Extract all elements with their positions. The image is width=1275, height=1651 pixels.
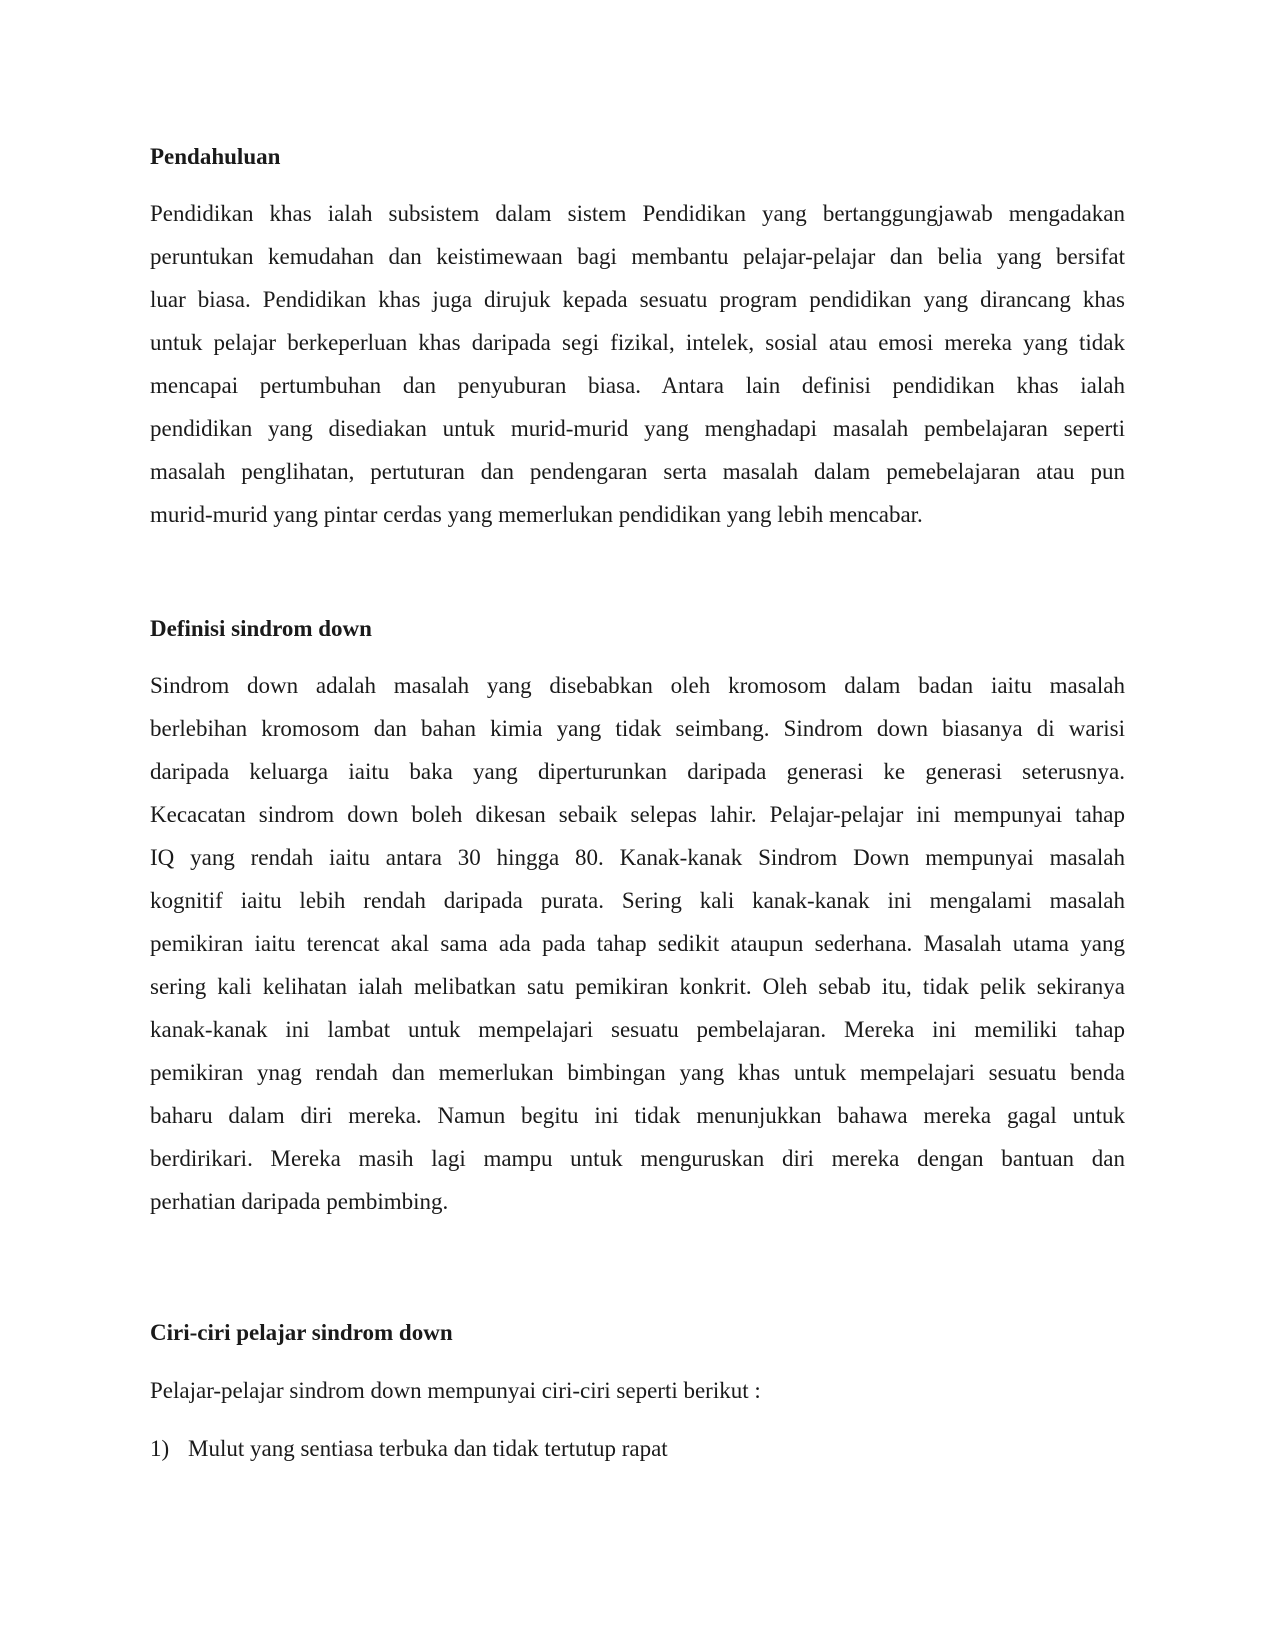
paragraph-line: sering kali kelihatan ialah melibatkan satu pemikiran konkrit. Oleh sebab itu, tidak pelik sekiranya	[150, 974, 1125, 999]
list-item-text: Mulut yang sentiasa terbuka dan tidak tertutup rapat	[188, 1436, 668, 1461]
paragraph-line: untuk pelajar berkeperluan khas daripada segi fizikal, intelek, sosial atau emosi mereka yang tidak	[150, 330, 1125, 355]
paragraph-line: berdirikari. Mereka masih lagi mampu untuk menguruskan diri mereka dengan bantuan dan	[150, 1146, 1125, 1171]
paragraph-line: murid-murid yang pintar cerdas yang memerlukan pendidikan yang lebih mencabar.	[150, 502, 923, 527]
list-intro: Pelajar-pelajar sindrom down mempunyai ciri-ciri seperti berikut :	[150, 1378, 761, 1403]
paragraph-line: Sindrom down adalah masalah yang disebabkan oleh kromosom dalam badan iaitu masalah	[150, 673, 1125, 698]
paragraph-line: IQ yang rendah iaitu antara 30 hingga 80. Kanak-kanak Sindrom Down mempunyai masalah	[150, 845, 1125, 870]
paragraph-line: perhatian daripada pembimbing.	[150, 1189, 449, 1214]
paragraph-line: peruntukan kemudahan dan keistimewaan bagi membantu pelajar-pelajar dan belia yang bersifat	[150, 244, 1125, 269]
paragraph-line: Kecacatan sindrom down boleh dikesan sebaik selepas lahir. Pelajar-pelajar ini mempunyai tahap	[150, 802, 1125, 827]
list-item	[150, 1434, 668, 1464]
paragraph-line: mencapai pertumbuhan dan penyuburan biasa. Antara lain definisi pendidikan khas ialah	[150, 373, 1125, 398]
paragraph-definisi	[150, 664, 1125, 1223]
paragraph-line: berlebihan kromosom dan bahan kimia yang tidak seimbang. Sindrom down biasanya di warisi	[150, 716, 1125, 741]
paragraph-line: daripada keluarga iaitu baka yang diperturunkan daripada generasi ke generasi seterusnya.	[150, 759, 1125, 784]
paragraph-line: kanak-kanak ini lambat untuk mempelajari sesuatu pembelajaran. Mereka ini memiliki tahap	[150, 1017, 1125, 1042]
paragraph-line: pendidikan yang disediakan untuk murid-murid yang menghadapi masalah pembelajaran seperti	[150, 416, 1125, 441]
paragraph-line: Pendidikan khas ialah subsistem dalam sistem Pendidikan yang bertanggungjawab mengadakan	[150, 201, 1125, 226]
list-item-number: 1)	[150, 1436, 170, 1461]
paragraph-line: kognitif iaitu lebih rendah daripada purata. Sering kali kanak-kanak ini mengalami masalah	[150, 888, 1125, 913]
section-heading-ciri-ciri: Ciri-ciri pelajar sindrom down	[150, 1320, 453, 1345]
paragraph-line: masalah penglihatan, pertuturan dan pendengaran serta masalah dalam pemebelajaran atau pun	[150, 459, 1125, 484]
paragraph-pendahuluan	[150, 192, 1125, 536]
paragraph-line: pemikiran iaitu terencat akal sama ada pada tahap sedikit ataupun sederhana. Masalah utama yang	[150, 931, 1125, 956]
paragraph-line: luar biasa. Pendidikan khas juga dirujuk kepada sesuatu program pendidikan yang dirancang khas	[150, 287, 1125, 312]
paragraph-line: pemikiran ynag rendah dan memerlukan bimbingan yang khas untuk mempelajari sesuatu benda	[150, 1060, 1125, 1085]
section-heading-pendahuluan: Pendahuluan	[150, 144, 281, 169]
section-heading-definisi: Definisi sindrom down	[150, 616, 372, 641]
paragraph-line: baharu dalam diri mereka. Namun begitu ini tidak menunjukkan bahawa mereka gagal untuk	[150, 1103, 1125, 1128]
